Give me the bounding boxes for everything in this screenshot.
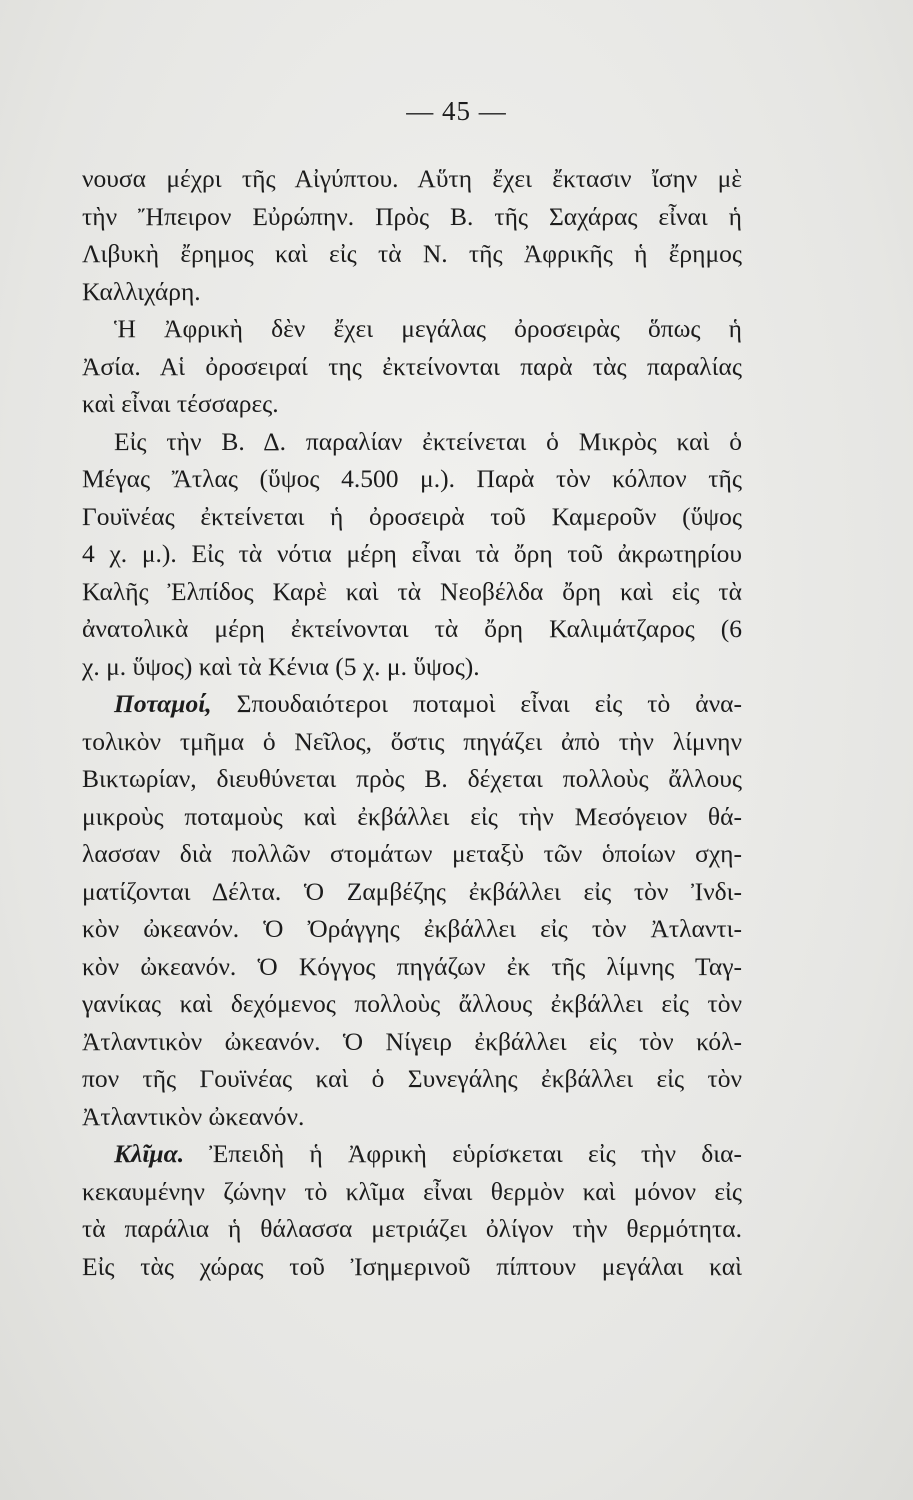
text-line <box>82 910 742 948</box>
line-text: λασσαν διὰ πολλῶν στομάτων μεταξὺ τῶν ὁποίων σχη- <box>82 839 742 868</box>
line-text: Ἀτλαντικὸν ὠκεανόν. Ὁ Νίγειρ ἐκβάλλει εἰς τὸν κόλ- <box>82 1026 742 1056</box>
text-line <box>82 685 742 723</box>
page-number: — 45 — <box>406 96 507 126</box>
line-text: νουσα μέχρι τῆς Αἰγύπτου. Αὕτη ἔχει ἔκτασιν ἴσην μὲ <box>82 164 742 193</box>
text-line <box>82 1060 742 1098</box>
line-text: κὸν ὠκεανόν. Ὁ Ὀράγγης ἐκβάλλει εἰς τὸν Ἀτλαντι- <box>82 914 742 943</box>
text-line <box>82 385 742 423</box>
text-line <box>82 535 742 573</box>
line-text: Ἀτλαντικὸν ὠκεανόν. <box>82 1101 305 1131</box>
text-line <box>82 1023 742 1061</box>
text-line <box>82 1173 742 1211</box>
text-line <box>82 948 742 986</box>
section-heading: Ποταμοί, <box>114 689 212 718</box>
line-text: πον τῆς Γουϊνέας καὶ ὁ Συνεγάλης ἐκβάλλει εἰς τὸν <box>82 1064 742 1093</box>
line-text: καὶ εἶναι τέσσαρες. <box>82 389 279 418</box>
text-line <box>82 423 742 461</box>
section-heading: Κλῖμα. <box>114 1139 185 1168</box>
line-text: Μέγας Ἄτλας (ὕψος 4.500 μ.). Παρὰ τὸν κόλπον τῆς <box>82 464 742 493</box>
line-text: ματίζονται Δέλτα. Ὁ Ζαμβέζης ἐκβάλλει εἰς τὸν Ἰνδι- <box>82 876 742 906</box>
line-text: ἀνατολικὰ μέρη ἐκτείνονται τὰ ὄρη Καλιμάτζαρος (6 <box>82 614 742 643</box>
text-line <box>82 835 742 873</box>
text-line <box>82 1210 742 1248</box>
text-line <box>82 723 742 761</box>
line-text: Βικτωρίαν, διευθύνεται πρὸς Β. δέχεται πολλοὺς ἄλλους <box>82 764 742 793</box>
text-line <box>82 160 742 198</box>
line-text: μικροὺς ποταμοὺς καὶ ἐκβάλλει εἰς τὴν Μεσόγειον θά- <box>82 801 742 831</box>
text-line <box>82 1248 742 1286</box>
line-text: Ἀσία. Αἱ ὀροσειραί της ἐκτείνονται παρὰ τὰς παραλίας <box>82 351 742 381</box>
line-text: τολικὸν τμῆμα ὁ Νεῖλος, ὅστις πηγάζει ἀπὸ τὴν λίμνην <box>82 726 742 756</box>
line-text: Λιβυκὴ ἔρημος καὶ εἰς τὰ Ν. τῆς Ἀφρικῆς ἡ ἔρημος <box>82 239 742 268</box>
text-line <box>82 498 742 536</box>
text-line <box>82 273 742 311</box>
line-text: τὴν Ἤπειρον Εὐρώπην. Πρὸς Β. τῆς Σαχάρας εἶναι ἡ <box>82 201 742 231</box>
text-line <box>82 1135 742 1173</box>
line-text: κὸν ὠκεανόν. Ὁ Κόγγος πηγάζων ἐκ τῆς λίμνης Ταγ- <box>82 951 742 981</box>
line-text: Καλῆς Ἐλπίδος Καρὲ καὶ τὰ Νεοβέλδα ὄρη καὶ εἰς τὰ <box>82 576 742 606</box>
text-line <box>82 985 742 1023</box>
text-line <box>82 760 742 798</box>
line-text: Γουϊνέας ἐκτείνεται ἡ ὀροσειρὰ τοῦ Καμεροῦν (ὕψος <box>82 501 742 531</box>
text-line <box>82 198 742 236</box>
line-text: γανίκας καὶ δεχόμενος πολλοὺς ἄλλους ἐκβάλλει εἰς τὸν <box>82 989 742 1018</box>
text-line <box>82 235 742 273</box>
text-line <box>82 573 742 611</box>
line-text: Εἰς τὴν Β. Δ. παραλίαν ἐκτείνεται ὁ Μικρὸς καὶ ὁ <box>114 426 742 456</box>
text-line <box>82 648 742 686</box>
text-line <box>82 310 742 348</box>
line-text: 4 χ. μ.). Εἰς τὰ νότια μέρη εἶναι τὰ ὄρη τοῦ ἀκρωτηρίου <box>82 539 742 568</box>
text-line <box>82 873 742 911</box>
text-line <box>82 798 742 836</box>
line-text: χ. μ. ὕψος) καὶ τὰ Κένια (5 χ. μ. ὕψος). <box>82 651 480 681</box>
line-text: Ἐπειδὴ ἡ Ἀφρικὴ εὑρίσκεται εἰς τὴν δια- <box>184 1139 742 1168</box>
line-text: τὰ παράλια ἡ θάλασσα μετριάζει ὀλίγον τὴν θερμότητα. <box>82 1214 742 1243</box>
line-text: Ἡ Ἀφρικὴ δὲν ἔχει μεγάλας ὀροσειρὰς ὅπως ἡ <box>114 314 742 343</box>
line-text: Σπουδαιότεροι ποταμοὶ εἶναι εἰς τὸ ἀνα- <box>211 689 742 718</box>
line-text: Καλλιχάρη. <box>82 276 201 306</box>
text-line <box>82 460 742 498</box>
text-line <box>82 1098 742 1136</box>
body-text <box>82 160 742 1285</box>
line-text: Εἰς τὰς χώρας τοῦ Ἰσημερινοῦ πίπτουν μεγάλαι καὶ <box>82 1251 742 1281</box>
text-line <box>82 610 742 648</box>
line-text: κεκαυμένην ζώνην τὸ κλῖμα εἶναι θερμὸν καὶ μόνον εἰς <box>82 1176 742 1206</box>
text-line <box>82 348 742 386</box>
